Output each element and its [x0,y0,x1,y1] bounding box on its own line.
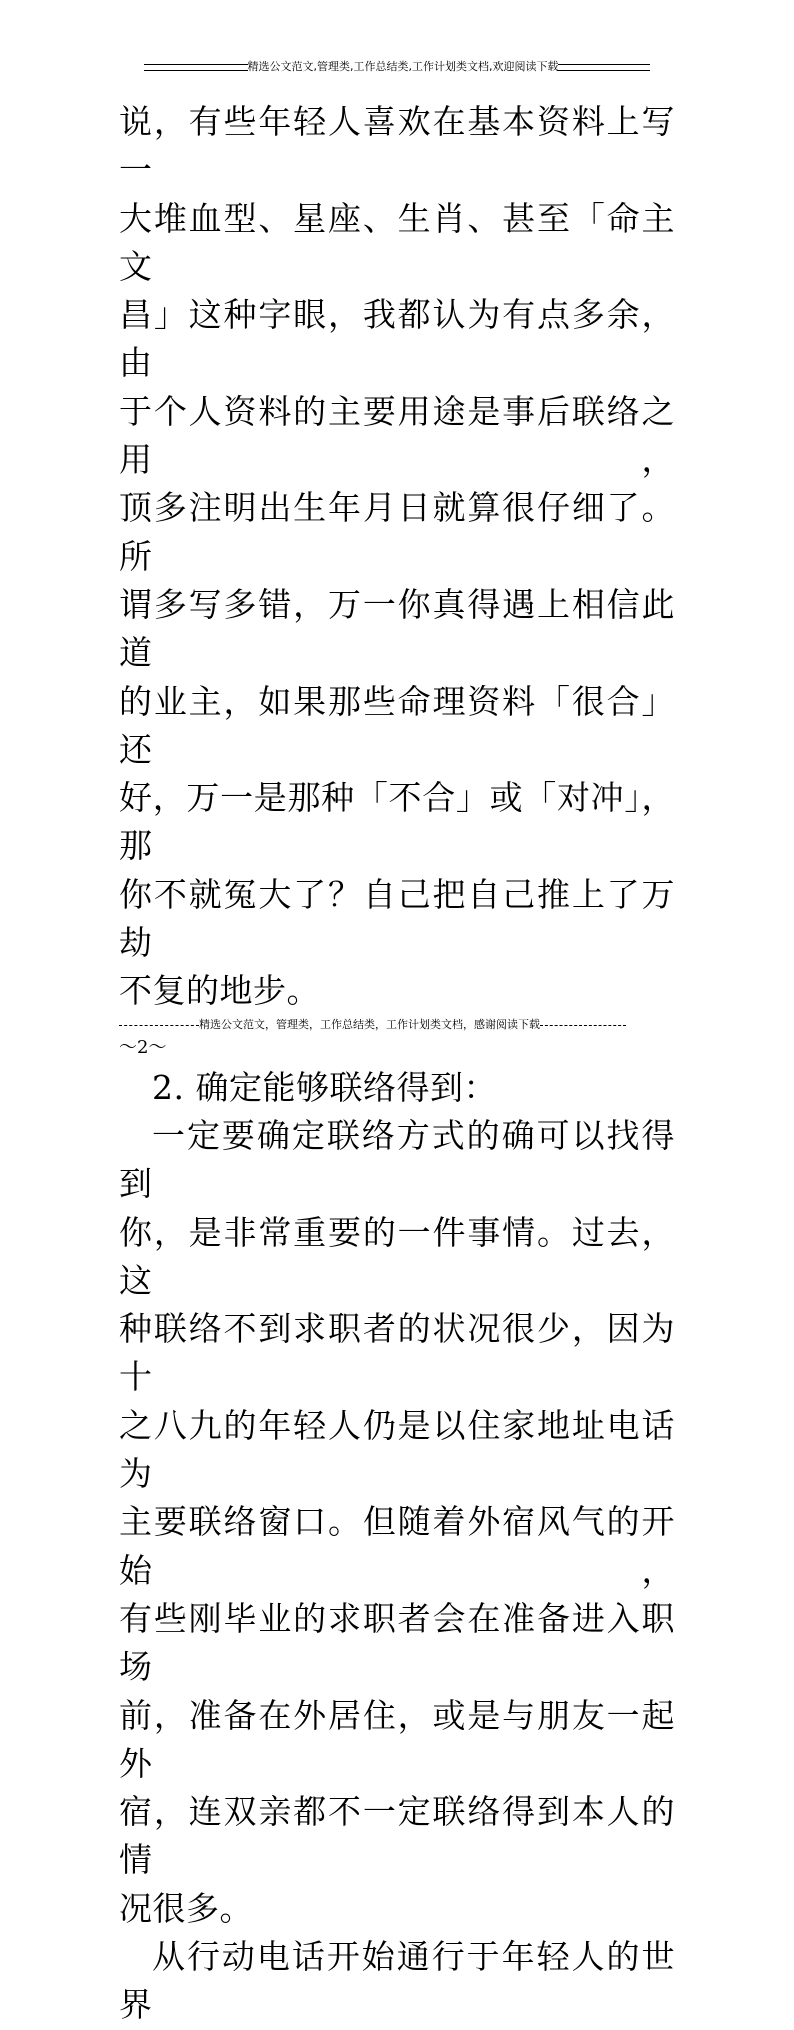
paragraph-line: 谓多写多错，万一你真得遇上相信此道 [119,584,675,673]
paragraph-line: 前，准备在外居住，或是与朋友一起外 [119,1695,675,1783]
page-number: ～2～ [119,1037,167,1058]
paragraph-line: 之八九的年轻人仍是以住家地址电话为 [119,1405,675,1494]
paragraph-line: 于个人资料的主要用途是事后联络之用， [119,391,675,480]
paragraph-line: 有些刚毕业的求职者会在准备进入职场 [119,1598,675,1687]
paragraph-line: 况很多。 [119,1888,253,1928]
paragraph-line: 一定要确定联络方式的确可以找得到 [119,1115,675,1204]
document-body [119,98,675,2030]
footer-text: 精选公文范文，管理类，工作总结类，工作计划类文档，感谢阅读下载 [199,1018,540,1031]
page-footer [119,1017,659,1033]
header-text: 精选公文范文,管理类,工作总结类,工作计划类文档,欢迎阅读下载 [247,60,559,73]
paragraph-line: 你，是非常重要的一件事情。过去，这 [119,1212,675,1300]
paragraph-line: 说，有些年轻人喜欢在基本资料上写一 [119,102,675,190]
page-header [119,58,675,76]
footer-dash-left [119,1025,199,1026]
paragraph-line: 大堆血型、星座、生肖、甚至「命主文 [119,198,675,286]
paragraph-line: 宿，连双亲都不一定联络得到本人的情 [119,1792,675,1880]
footer-dash-right [540,1025,626,1026]
section-heading: 2. 确定能够联络得到： [152,1067,497,1107]
header-rule-right [558,64,650,71]
paragraph-line: 你不就冤大了？自己把自己推上了万劫 [119,874,675,963]
paragraph-line: 的业主，如果那些命理资料「很合」还 [119,681,675,769]
paragraph-line: 主要联络窗口。但随着外宿风气的开始， [119,1502,675,1590]
paragraph-line: 顶多注明出生年月日就算很仔细了。所 [119,488,675,576]
paragraph-line: 从行动电话开始通行于年轻人的世界 [119,1936,675,2025]
paragraph-line: 好，万一是那种「不合」或「对冲」，那 [119,778,675,866]
header-rule-left [144,64,248,71]
paragraph-line: 种联络不到求职者的状况很少，因为十 [119,1309,675,1397]
paragraph-line: 不复的地步。 [119,971,320,1011]
paragraph-line: 昌」这种字眼，我都认为有点多余，由 [119,295,675,383]
